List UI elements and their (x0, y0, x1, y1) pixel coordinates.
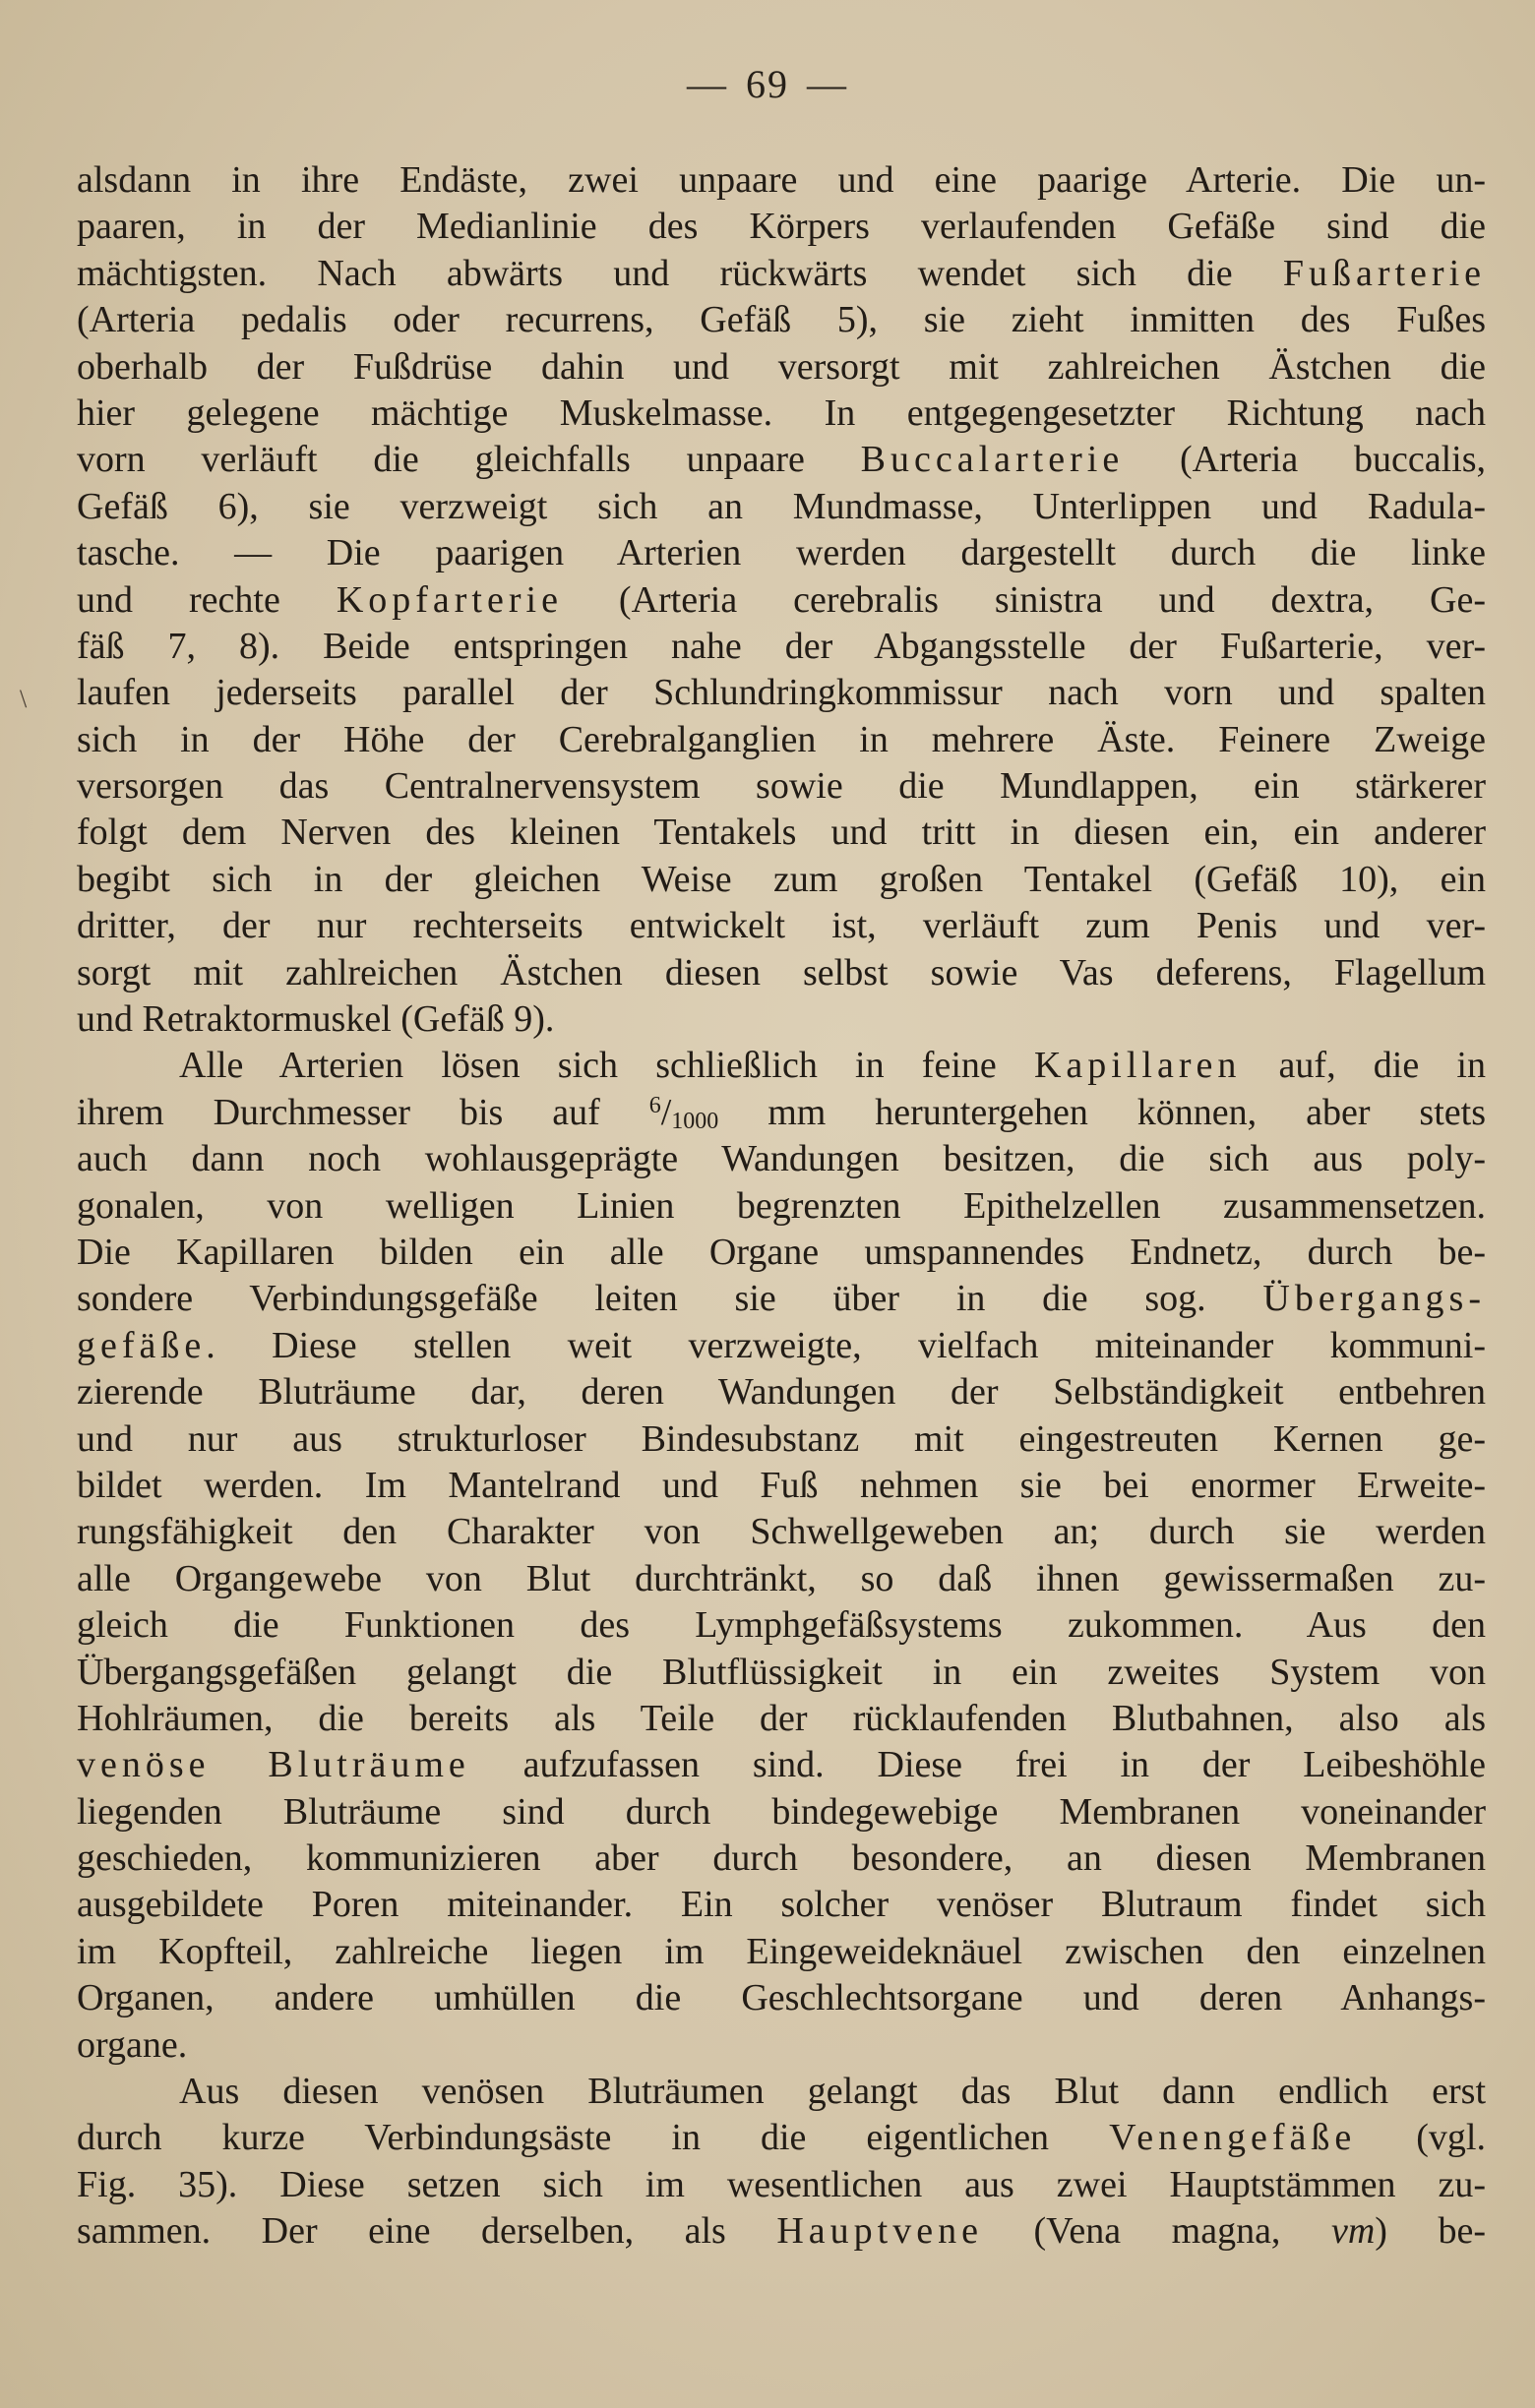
text-line: mächtigsten. Nach abwärts und rückwärts wendet sich die Fußarterie (77, 252, 1486, 294)
text-line: Aus diesen venösen Bluträumen gelangt das Blut dann endlich erst (179, 2071, 1486, 2113)
text-line: sorgt mit zahlreichen Ästchen diesen selbst sowie Vas deferens, Flagellum (77, 951, 1486, 993)
text-line: gleich die Funktionen des Lymphgefäßsystems zukommen. Aus den (77, 1604, 1486, 1647)
text-line: ihrem Durchmesser bis auf $^6/_{1000}$ mm heruntergehen können, aber stets (77, 1091, 1486, 1134)
text-line: tasche. — Die paarigen Arterien werden dargestellt durch die linke (77, 532, 1486, 574)
text-line: sich in der Höhe der Cerebralganglien in mehrere Äste. Feinere Zweige (77, 718, 1486, 760)
text-line: auch dann noch wohlausgeprägte Wandungen besitzen, die sich aus poly- (77, 1138, 1486, 1180)
text-line: paaren, in der Medianlinie des Körpers verlaufenden Gefäße sind die (77, 206, 1486, 248)
text-line: bildet werden. Im Mantelrand und Fuß nehmen sie bei enormer Erweite- (77, 1464, 1486, 1506)
text-line: gefäße. Diese stellen weit verzweigte, vielfach miteinander kommuni- (77, 1324, 1486, 1366)
text-line: alsdann in ihre Endäste, zwei unpaare und eine paarige Arterie. Die un- (77, 159, 1486, 201)
spaced-term: Übergangs- (1262, 1278, 1486, 1320)
text-line: sammen. Der eine derselben, als Hauptvene (Vena magna, vm) be- (77, 2210, 1486, 2253)
text-line: folgt dem Nerven des kleinen Tentakels und tritt in diesen ein, ein anderer (77, 812, 1486, 854)
text-line: (Arteria pedalis oder recurrens, Gefäß 5), sie zieht inmitten des Fußes (77, 299, 1486, 341)
text-line: und Retraktormuskel (Gefäß 9). (77, 998, 555, 1041)
text-line: ausgebildete Poren miteinander. Ein solcher venöser Blutraum findet sich (77, 1884, 1486, 1926)
spaced-term: venöse Bluträume (77, 1744, 470, 1786)
spaced-term: Buccalarterie (860, 439, 1125, 481)
text-line: oberhalb der Fußdrüse dahin und versorgt mit zahlreichen Ästchen die (77, 345, 1486, 388)
text-line: im Kopfteil, zahlreiche liegen im Eingeweideknäuel zwischen den einzelnen (77, 1930, 1486, 1972)
text-line: Gefäß 6), sie verzweigt sich an Mundmasse, Unterlippen und Radula- (77, 485, 1486, 527)
text-line: alle Organgewebe von Blut durchtränkt, so daß ihnen gewissermaßen zu- (77, 1557, 1486, 1599)
text-line: zierende Bluträume dar, deren Wandungen der Selbständigkeit entbehren (77, 1371, 1486, 1414)
text-line: Alle Arterien lösen sich schließlich in feine Kapillaren auf, die in (179, 1045, 1486, 1087)
text-line: vorn verläuft die gleichfalls unpaare Buccalarterie (Arteria buccalis, (77, 439, 1486, 481)
text-line: gonalen, von welligen Linien begrenzten Epithelzellen zusammensetzen. (77, 1184, 1486, 1227)
spaced-term: Venengefäße (1109, 2117, 1357, 2159)
body-text (77, 157, 1486, 2256)
page-header (0, 61, 1535, 107)
fraction: $^6/_{1000}$ (648, 1091, 719, 1134)
text-line: Die Kapillaren bilden ein alle Organe umspannendes Endnetz, durch be- (77, 1231, 1486, 1273)
spaced-term: gefäße (77, 1324, 207, 1366)
text-line: sondere Verbindungsgefäße leiten sie über in die sog. Übergangs- (77, 1278, 1486, 1320)
text-line: Organen, andere umhüllen die Geschlechtsorgane und deren Anhangs- (77, 1977, 1486, 2019)
text-line: dritter, der nur rechterseits entwickelt ist, verläuft zum Penis und ver- (77, 905, 1486, 947)
text-line: hier gelegene mächtige Muskelmasse. In entgegengesetzter Richtung nach (77, 391, 1486, 434)
spaced-term: Hauptvene (776, 2210, 983, 2253)
spaced-term: Kopfarterie (336, 578, 563, 621)
header-dash-right: — (807, 62, 848, 106)
text-line: begibt sich in der gleichen Weise zum großen Tentakel (Gefäß 10), ein (77, 858, 1486, 900)
page-number: 69 (746, 62, 789, 106)
text-line: organe. (77, 2023, 188, 2066)
italic-term: vm (1330, 2210, 1376, 2253)
header-dash-left: — (687, 62, 728, 106)
text-line: versorgen das Centralnervensystem sowie die Mundlappen, ein stärkerer (77, 765, 1486, 808)
text-line: und nur aus strukturloser Bindesubstanz mit eingestreuten Kernen ge- (77, 1417, 1486, 1460)
text-line: fäß 7, 8). Beide entspringen nahe der Abgangsstelle der Fußarterie, ver- (77, 625, 1486, 667)
text-line: durch kurze Verbindungsäste in die eigentlichen Venengefäße (vgl. (77, 2117, 1486, 2159)
text-line: Hohlräumen, die bereits als Teile der rücklaufenden Blutbahnen, also als (77, 1697, 1486, 1739)
text-line: Übergangsgefäßen gelangt die Blutflüssigkeit in ein zweites System von (77, 1651, 1486, 1693)
text-line: venöse Bluträume aufzufassen sind. Diese frei in der Leibeshöhle (77, 1744, 1486, 1786)
text-line: und rechte Kopfarterie (Arteria cerebralis sinistra und dextra, Ge- (77, 578, 1486, 621)
text-line: laufen jederseits parallel der Schlundringkommissur nach vorn und spalten (77, 672, 1486, 714)
text-line: geschieden, kommunizieren aber durch besondere, an diesen Membranen (77, 1837, 1486, 1880)
spaced-term: Kapillaren (1033, 1045, 1242, 1087)
margin-mark: \ (20, 685, 28, 713)
spaced-term: Fußarterie (1282, 252, 1486, 294)
text-line: rungsfähigkeit den Charakter von Schwellgeweben an; durch sie werden (77, 1511, 1486, 1553)
text-line: Fig. 35). Diese setzen sich im wesentlichen aus zwei Hauptstämmen zu- (77, 2163, 1486, 2205)
text-line: liegenden Bluträume sind durch bindegewebige Membranen voneinander (77, 1790, 1486, 1833)
